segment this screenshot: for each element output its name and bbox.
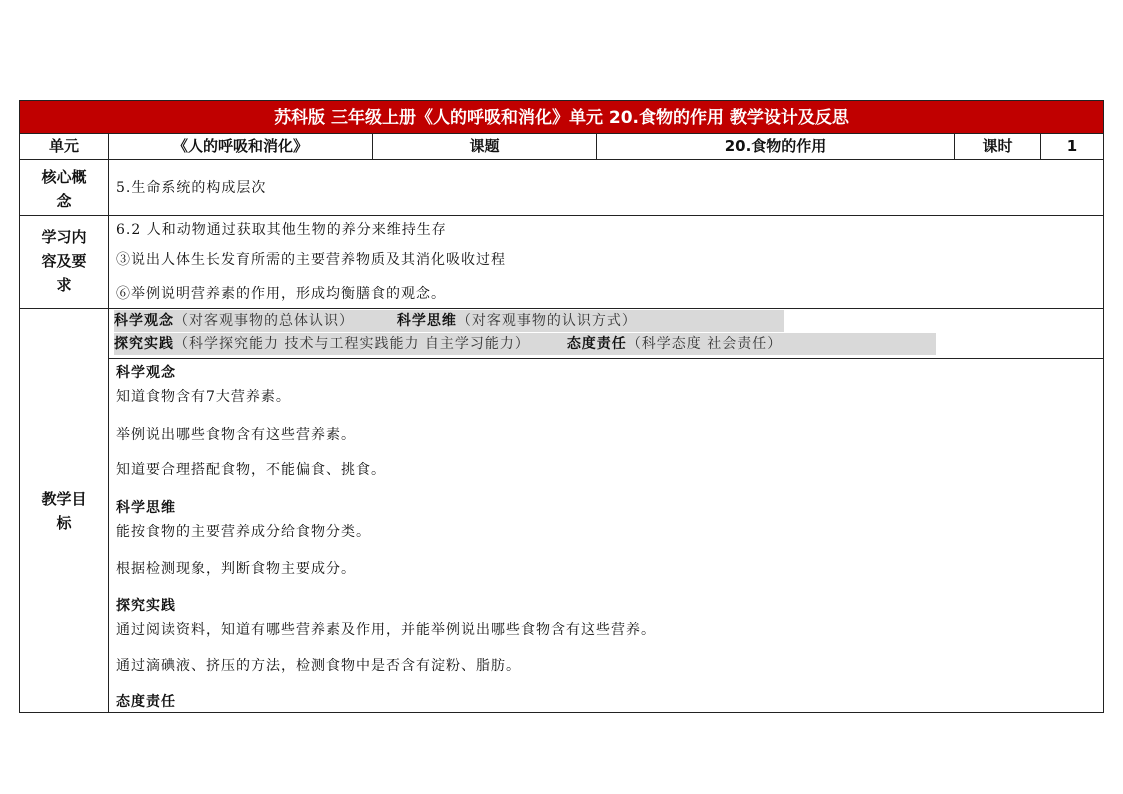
lesson-label: 课题 (469, 137, 500, 155)
lesson-plan-table (19, 100, 1104, 713)
section-title-science-concept: 科学观念 (116, 365, 176, 381)
divider (20, 215, 1103, 216)
objective-item: 举例说出哪些食物含有这些营养素。 (116, 427, 356, 443)
legend-desc: （对客观事物的总体认识） (174, 313, 354, 329)
objective-item: 通过阅读资料，知道有哪些营养素及作用，并能举例说出哪些食物含有这些营养。 (116, 622, 656, 638)
legend-desc: （科学探究能力 技术与工程实践能力 自主学习能力） (174, 336, 530, 352)
legend-title: 态度责任 (566, 336, 627, 352)
learning-label: 学习内 容及要 求 (41, 228, 87, 294)
core-concept-text: 5.生命系统的构成层次 (116, 180, 267, 196)
divider (20, 159, 1103, 160)
unit-value: 《人的呼吸和消化》 (172, 137, 308, 155)
period-value: 1 (1066, 137, 1078, 155)
divider (20, 308, 1103, 309)
legend-title: 探究实践 (114, 336, 174, 352)
objective-item: 根据检测现象，判断食物主要成分。 (116, 561, 356, 577)
legend-desc: （科学态度 社会责任） (626, 336, 783, 352)
unit-label: 单元 (48, 137, 79, 155)
section-title-attitude-responsibility: 态度责任 (116, 694, 176, 710)
learning-line: ③说出人体生长发育所需的主要营养物质及其消化吸收过程 (116, 252, 506, 268)
section-title-inquiry-practice: 探究实践 (116, 598, 176, 614)
objective-item: 知道要合理搭配食物，不能偏食、挑食。 (116, 462, 386, 478)
objectives-legend-row2 (114, 333, 936, 355)
legend-title: 科学思维 (396, 313, 457, 329)
section-title-science-thinking: 科学思维 (116, 500, 176, 516)
divider (108, 133, 109, 713)
legend-desc: （对客观事物的认识方式） (456, 313, 637, 329)
lesson-value: 20.食物的作用 (724, 137, 827, 155)
learning-line: 6.2 人和动物通过获取其他生物的养分来维持生存 (116, 222, 447, 238)
learning-line: ⑥举例说明营养素的作用，形成均衡膳食的观念。 (116, 286, 446, 302)
core-concept-label: 核心概 念 (41, 168, 87, 210)
period-label: 课时 (982, 137, 1013, 155)
table-banner-title: 苏科版 三年级上册《人的呼吸和消化》单元 20.食物的作用 教学设计及反思 (20, 101, 1103, 133)
legend-title: 科学观念 (114, 313, 174, 329)
objective-item: 能按食物的主要营养成分给食物分类。 (116, 524, 371, 540)
objectives-label: 教学目 标 (41, 490, 87, 532)
objectives-legend-row1 (114, 310, 784, 332)
divider (108, 358, 1103, 359)
objective-item: 通过滴碘液、挤压的方法，检测食物中是否含有淀粉、脂肪。 (116, 658, 521, 674)
objective-item: 知道食物含有7大营养素。 (116, 389, 291, 405)
